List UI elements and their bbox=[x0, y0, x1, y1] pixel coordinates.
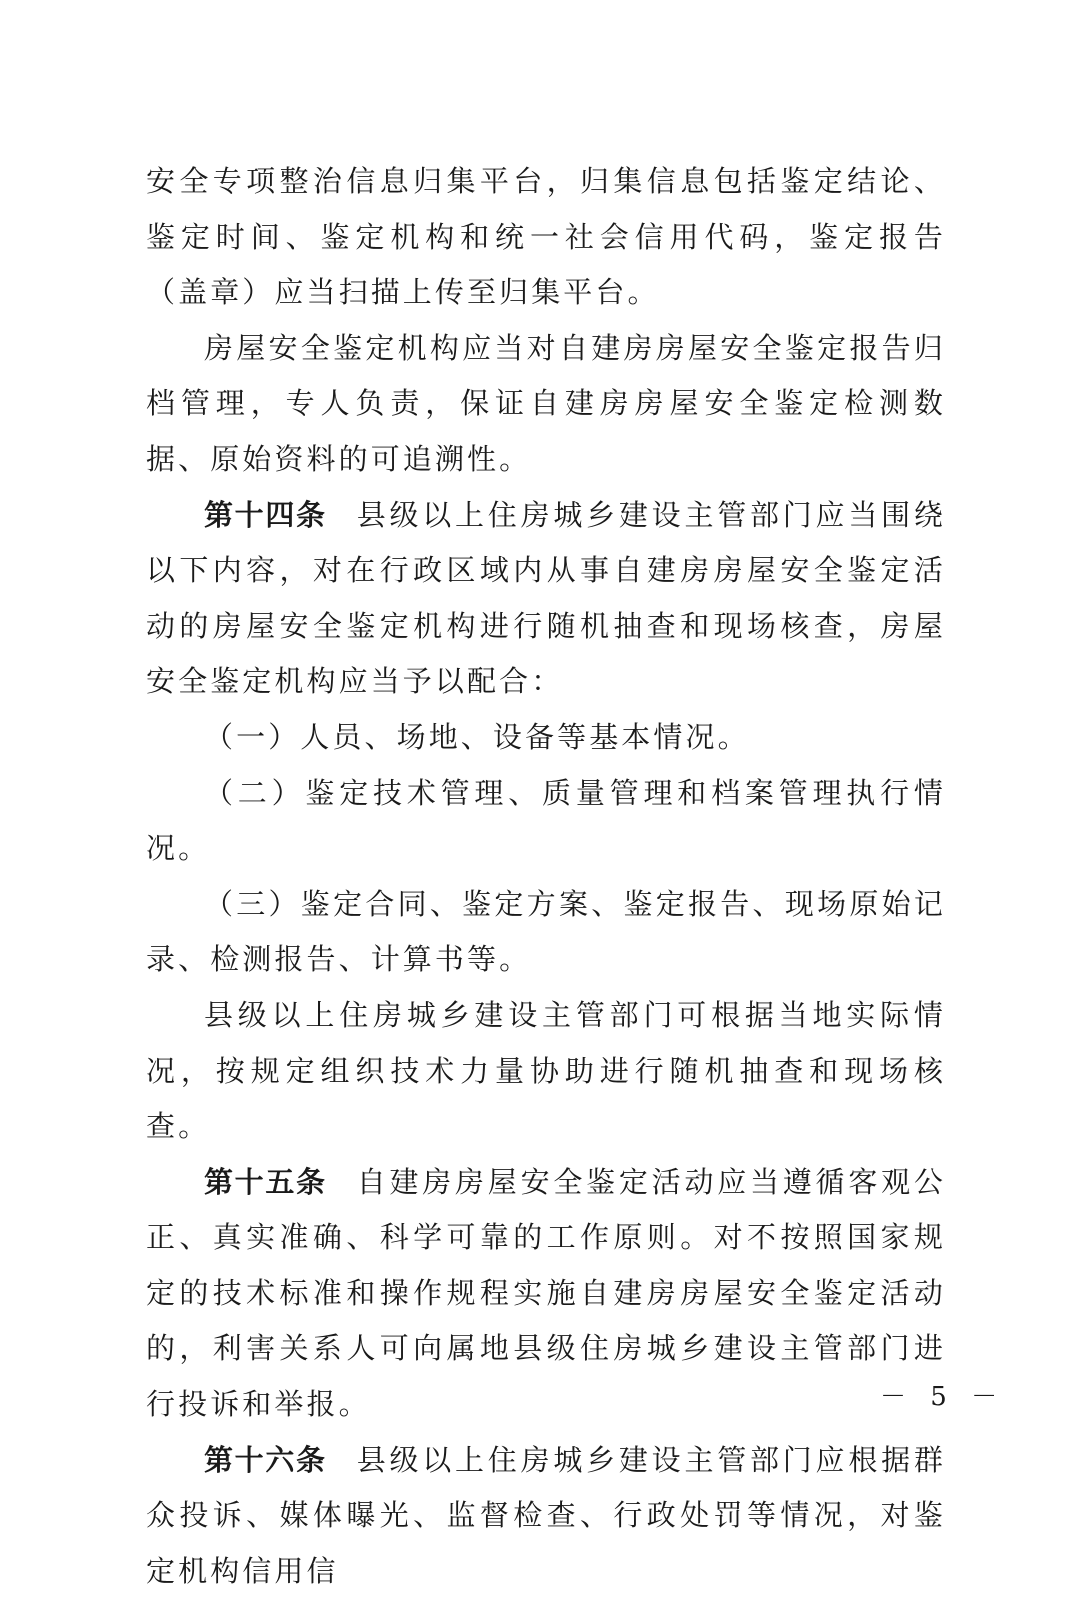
paragraph-technical-support: 县级以上住房城乡建设主管部门可根据当地实际情况，按规定组织技术力量协助进行随机抽查和现场核查。 bbox=[146, 997, 946, 1144]
article-16-text: 县级以上住房城乡建设主管部门应根据群众投诉、媒体曝光、监督检查、行政处罚等情况，对鉴定机构信用信 bbox=[146, 1442, 946, 1588]
article-14-number: 第十四条 bbox=[204, 497, 327, 532]
article-16-number: 第十六条 bbox=[204, 1442, 327, 1477]
article-16 bbox=[146, 1433, 946, 1599]
article-15-text: 自建房房屋安全鉴定活动应当遵循客观公正、真实准确、科学可靠的工作原则。对不按照国家规定的技术标准和操作规程实施自建房房屋安全鉴定活动的，利害关系人可向属地县级住房城乡建设主管部门进行投诉和举报。 bbox=[146, 1164, 946, 1422]
page-number: － 5 － bbox=[880, 1382, 1006, 1412]
document-body bbox=[146, 154, 946, 1599]
paragraph-archive-management: 房屋安全鉴定机构应当对自建房房屋安全鉴定报告归档管理，专人负责，保证自建房房屋安全鉴定检测数据、原始资料的可追溯性。 bbox=[146, 330, 946, 476]
list-item-1: （一）人员、场地、设备等基本情况。 bbox=[204, 719, 750, 754]
article-14 bbox=[146, 488, 946, 710]
article-14-text: 县级以上住房城乡建设主管部门应当围绕以下内容，对在行政区域内从事自建房房屋安全鉴定活动的房屋安全鉴定机构进行随机抽查和现场核查，房屋安全鉴定机构应当予以配合： bbox=[146, 497, 946, 699]
list-item-3: （三）鉴定合同、鉴定方案、鉴定报告、现场原始记录、检测报告、计算书等。 bbox=[146, 886, 946, 977]
article-15 bbox=[146, 1155, 946, 1433]
article-15-number: 第十五条 bbox=[204, 1164, 327, 1199]
list-item-2: （二）鉴定技术管理、质量管理和档案管理执行情况。 bbox=[146, 775, 946, 866]
paragraph-continued: 安全专项整治信息归集平台，归集信息包括鉴定结论、鉴定时间、鉴定机构和统一社会信用代码，鉴定报告（盖章）应当扫描上传至归集平台。 bbox=[146, 164, 946, 310]
